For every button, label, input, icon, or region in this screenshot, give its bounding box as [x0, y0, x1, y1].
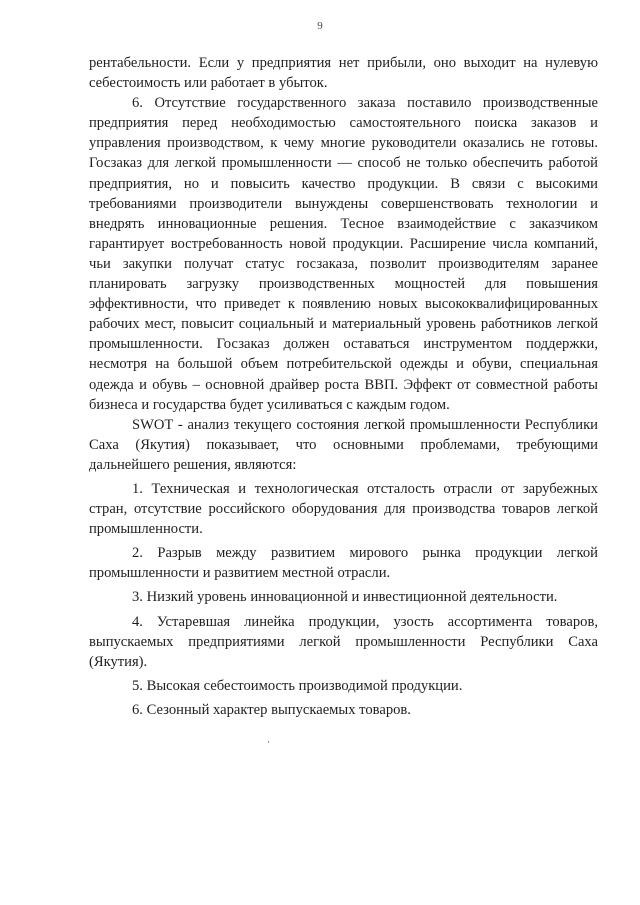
scan-speck — [268, 741, 269, 743]
list-item: 4. Устаревшая линейка продукции, узость ассортимента товаров, выпускаемых предприятиями легкой промышленности Республики Саха (Якутия). — [89, 613, 598, 670]
paragraph-continuation: рентабельности. Если у предприятия нет прибыли, оно выходит на нулевую себестоимость или работает в убыток. — [89, 55, 598, 92]
list-item: 1. Техническая и технологическая отсталость отрасли от зарубежных стран, отсутствие российского оборудования для производства товаров легкой промышленности. — [89, 480, 598, 538]
list-item: 5. Высокая себестоимость производимой продукции. — [132, 677, 463, 694]
paragraph-swot-intro: SWOT - анализ текущего состояния легкой промышленности Республики Саха (Якутия) показывает, что основными проблемами, требующими дальнейшего решения, являются: — [89, 416, 598, 473]
list-item: 3. Низкий уровень инновационной и инвестиционной деятельности. — [132, 589, 558, 606]
list-item: 6. Сезонный характер выпускаемых товаров. — [132, 701, 411, 718]
page-number: 9 — [317, 20, 323, 32]
document-body — [89, 53, 598, 724]
paragraph-state-order: 6. Отсутствие государственного заказа поставило производственные предприятия перед необходимостью самостоятельного поиска заказов и управления производством, к чему многие руководители оказались не готовы. Госзаказ для легкой промышленности — способ не только обеспечить работой предприятия, но и повысить качество продукции. В связи с высокими требованиями производители вынуждены совершенствовать технологии и внедрять инновационные решения. Тесное взаимодействие с заказчиком гарантирует востребованность новой продукции. Расширение числа компаний, чьи закупки получат статус госзаказа, позволит производителям заранее планировать загрузку производственных мощностей для повышения эффективности, что приведет к появлению новых высококвалифицированных рабочих мест, повысит социальный и материальный уровень работников легкой промышленности. Госзаказ должен оставаться инструментом поддержки, несмотря на большой объем потребительской одежды и обуви, специальная одежда и обувь – основной драйвер роста ВВП. Эффект от совместной работы бизнеса и государства будет усиливаться с каждым годом. — [89, 95, 598, 413]
list-item: 2. Разрыв между развитием мирового рынка продукции легкой промышленности и развитием местной отрасли. — [89, 545, 598, 582]
